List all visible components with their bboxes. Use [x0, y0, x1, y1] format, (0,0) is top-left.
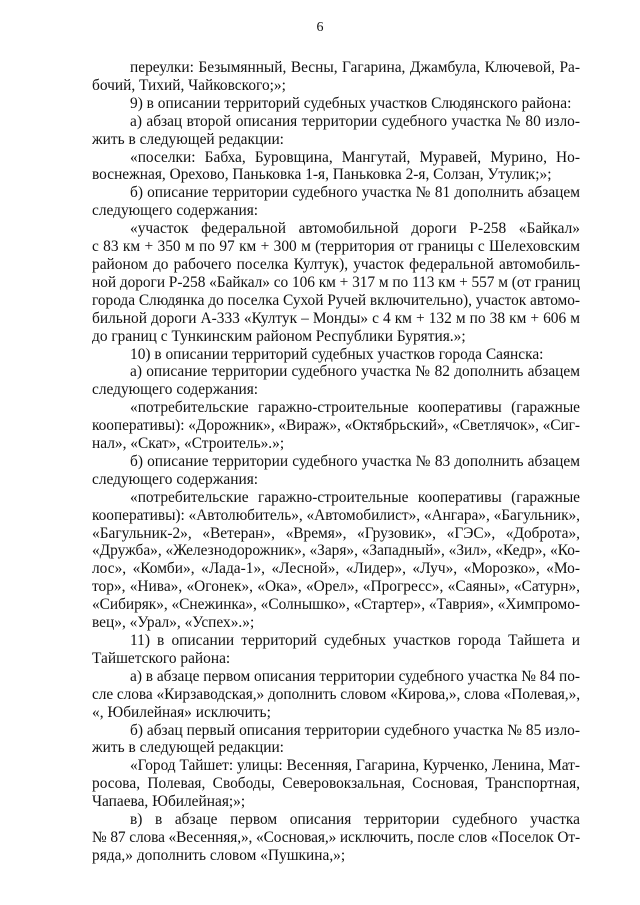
text-line: ряда,» дополнить словом «Пушкина,»;: [92, 846, 346, 864]
text-line: города Слюдянка до поселка Сухой Ручей включительно), участок автомо-: [92, 291, 581, 309]
text-line: № 87 слова «Весенняя,», «Сосновая,» исключить, после слов «Поселок От-: [92, 828, 581, 846]
text-line: жить в следующей редакции:: [92, 130, 284, 148]
text-line: тор», «Нива», «Огонек», «Ока», «Орел», «Прогресс», «Саяны», «Сатурн»,: [92, 578, 580, 596]
text-line: «потребительские гаражно-строительные кооперативы (гаражные: [130, 488, 580, 506]
text-line: б) описание территории судебного участка № 83 дополнить абзацем: [130, 452, 580, 470]
text-line: росова, Полевая, Свободы, Северовокзальная, Сосновая, Транспортная,: [92, 775, 580, 793]
text-line: «, Юбилейная» исключить;: [92, 703, 271, 721]
text-line: 11) в описании территорий судебных участков города Тайшета и: [130, 632, 580, 649]
text-line: следующего содержания:: [92, 381, 259, 399]
text-line: нал», «Скат», «Строитель».»;: [92, 435, 285, 453]
text-line: б) абзац первый описания территории судебного участка № 85 изло-: [130, 721, 580, 739]
text-line: районом до рабочего поселка Култук), участок федеральной автомобиль-: [92, 255, 580, 273]
text-line: «поселки: Бабха, Буровщина, Мангутай, Муравей, Мурино, Но-: [130, 148, 580, 166]
text-line: кооперативы): «Автолюбитель», «Автомобилист», «Ангара», «Багульник»,: [92, 506, 580, 524]
body-text: [92, 59, 580, 865]
text-line: б) описание территории судебного участка № 81 дополнить абзацем: [130, 184, 580, 202]
text-line: вец», «Урал», «Успех».»;: [92, 614, 255, 632]
text-line: в) в абзаце первом описания территории судебного участка: [130, 811, 580, 829]
text-line: бочий, Тихий, Чайковского;»;: [92, 76, 286, 94]
text-line: 10) в описании территорий судебных участков города Саянска:: [130, 345, 544, 363]
text-line: до границ с Тункинским районом Республики Бурятия.»;: [92, 327, 466, 345]
text-line: кооперативы): «Дорожник», «Вираж», «Октябрьский», «Светлячок», «Сиг-: [92, 417, 580, 435]
text-line: а) в абзаце первом описания территории судебного участка № 84 по-: [130, 667, 581, 685]
text-line: «Город Тайшет: улицы: Весенняя, Гагарина, Курченко, Ленина, Мат-: [130, 757, 581, 775]
text-line: а) абзац второй описания территории судебного участка № 80 изло-: [130, 112, 580, 130]
page-number: 6: [316, 20, 324, 35]
text-line: Чапаева, Юбилейная;»;: [92, 793, 246, 811]
text-line: ной дороги Р-258 «Байкал» со 106 км + 317 м по 113 км + 557 м (от границ: [92, 273, 581, 291]
text-line: бильной дороги А-333 «Култук – Монды» с 4 км + 132 м по 38 км + 606 м: [92, 309, 580, 327]
text-line: «участок федеральной автомобильной дороги Р-258 «Байкал»: [130, 220, 580, 238]
text-line: жить в следующей редакции:: [92, 739, 284, 757]
text-line: а) описание территории судебного участка № 82 дополнить абзацем: [130, 363, 580, 381]
text-line: «Сибиряк», «Снежинка», «Солнышко», «Стартер», «Таврия», «Химпромо-: [92, 596, 581, 614]
text-line: лос», «Комби», «Лада-1», «Лесной», «Лидер», «Луч», «Морозко», «Мо-: [92, 560, 580, 578]
text-line: «Дружба», «Железнодорожник», «Заря», «Западный», «Зил», «Кедр», «Ко-: [92, 542, 580, 560]
text-line: следующего содержания:: [92, 202, 259, 220]
text-line: сле слова «Кирзаводская,» дополнить словом «Кирова,», слова «Полевая,»,: [92, 685, 580, 703]
text-line: 9) в описании территорий судебных участков Слюдянского района:: [130, 94, 572, 112]
text-line: «потребительские гаражно-строительные кооперативы (гаражные: [130, 399, 580, 417]
text-line: «Багульник-2», «Ветеран», «Время», «Грузовик», «ГЭС», «Доброта»,: [92, 524, 580, 542]
text-line: следующего содержания:: [92, 470, 259, 488]
text-line: переулки: Безымянный, Весны, Гагарина, Джамбула, Ключевой, Ра-: [130, 59, 580, 76]
text-line: Тайшетского района:: [92, 649, 231, 667]
text-line: с 83 км + 350 м по 97 км + 300 м (территория от границы с Шелеховским: [92, 238, 580, 256]
text-line: воснежная, Орехово, Паньковка 1-я, Паньковка 2-я, Солзан, Утулик;»;: [92, 166, 552, 184]
